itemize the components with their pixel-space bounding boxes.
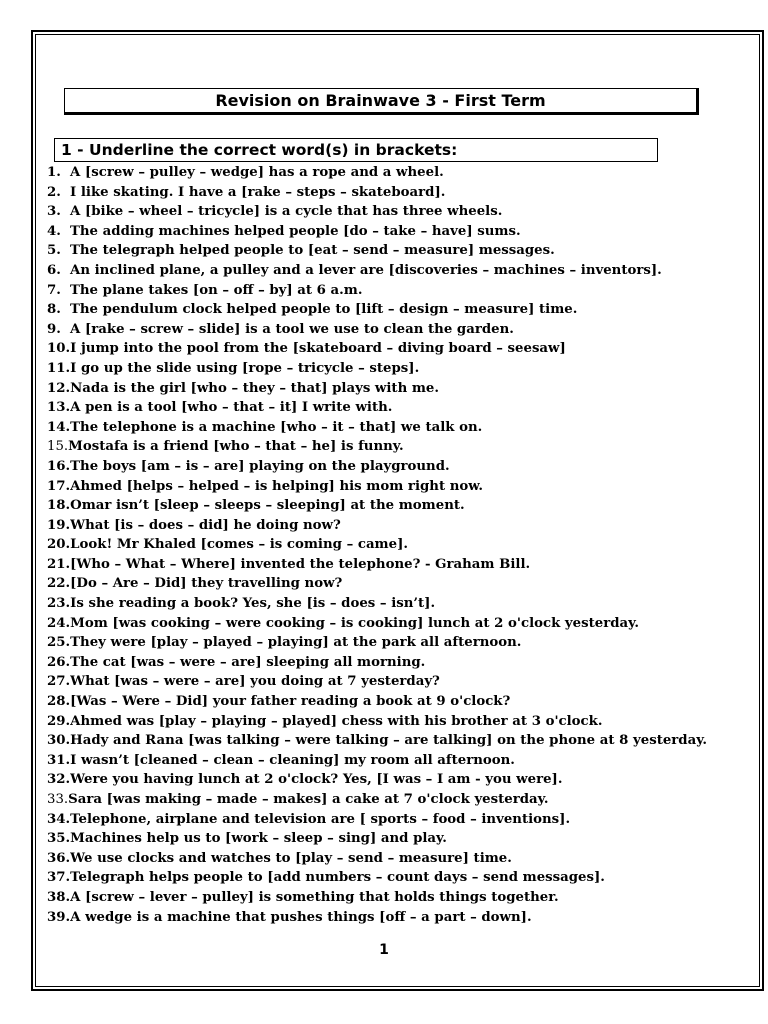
question-item xyxy=(47,457,707,477)
question-item xyxy=(47,163,707,183)
question-number: 20. xyxy=(47,537,71,553)
question-number: 36. xyxy=(47,850,71,866)
question-number: 23. xyxy=(47,596,71,612)
question-text: Mom [was cooking – were cooking – is cooking] lunch at 2 o'clock yesterday. xyxy=(70,615,639,631)
question-item xyxy=(47,241,707,261)
question-text: We use clocks and watches to [play – send – measure] time. xyxy=(70,850,512,866)
question-text: Hady and Rana [was talking – were talking – are talking] on the phone at 8 yesterday. xyxy=(70,733,708,749)
question-text: Nada is the girl [who – they – that] plays with me. xyxy=(70,380,440,396)
question-number: 26. xyxy=(47,654,71,670)
question-number: 7. xyxy=(47,282,61,298)
question-number: 24. xyxy=(47,615,71,631)
question-item xyxy=(47,731,707,751)
question-text: The cat [was – were – are] sleeping all morning. xyxy=(70,654,426,670)
question-item xyxy=(47,359,707,379)
question-text: A [bike – wheel – tricycle] is a cycle that has three wheels. xyxy=(70,204,503,220)
question-item xyxy=(47,261,707,281)
question-number: 34. xyxy=(47,811,71,827)
question-text: A [rake – screw – slide] is a tool we use to clean the garden. xyxy=(70,321,514,337)
question-number: 30. xyxy=(47,733,71,749)
question-item xyxy=(47,574,707,594)
question-item xyxy=(47,555,707,575)
question-item xyxy=(47,477,707,497)
question-text: A [screw – pulley – wedge] has a rope and a wheel. xyxy=(70,165,444,180)
question-number: 3. xyxy=(47,204,61,220)
question-text: Omar isn’t [sleep – sleeps – sleeping] at the moment. xyxy=(70,498,465,514)
question-text: A pen is a tool [who – that – it] I write with. xyxy=(70,400,393,416)
question-item xyxy=(47,829,707,849)
question-number: 6. xyxy=(47,262,61,278)
question-number: 38. xyxy=(47,889,71,905)
question-item xyxy=(47,751,707,771)
page-number: 1 xyxy=(379,942,389,958)
question-text: An inclined plane, a pulley and a lever are [discoveries – machines – inventors]. xyxy=(70,262,662,278)
question-text: Sara [was making – made – makes] a cake at 7 o'clock yesterday. xyxy=(68,792,549,807)
question-text: They were [play – played – playing] at the park all afternoon. xyxy=(70,635,522,651)
question-item xyxy=(47,908,707,928)
question-item xyxy=(47,712,707,732)
question-number: 13. xyxy=(47,400,71,416)
question-item xyxy=(47,594,707,614)
question-number: 10. xyxy=(47,341,71,357)
question-text: The adding machines helped people [do – take – have] sums. xyxy=(70,223,521,239)
question-number: 18. xyxy=(47,498,71,514)
question-number: 1. xyxy=(47,165,61,180)
question-item xyxy=(47,868,707,888)
question-item xyxy=(47,379,707,399)
question-number: 33. xyxy=(47,792,69,807)
question-text: A wedge is a machine that pushes things [off – a part – down]. xyxy=(70,909,532,925)
question-item xyxy=(47,222,707,242)
question-item xyxy=(47,810,707,830)
question-text: [Was – Were – Did] your father reading a book at 9 o'clock? xyxy=(70,694,511,710)
question-text: Is she reading a book? Yes, she [is – does – isn’t]. xyxy=(70,596,436,612)
question-number: 35. xyxy=(47,831,71,847)
section-heading: 1 - Underline the correct word(s) in brackets: xyxy=(54,138,658,162)
question-number: 8. xyxy=(47,302,61,318)
question-number: 12. xyxy=(47,380,71,396)
question-item xyxy=(47,888,707,908)
question-text: Telephone, airplane and television are [ sports – food – inventions]. xyxy=(70,811,571,827)
question-text: The pendulum clock helped people to [lift – design – measure] time. xyxy=(70,302,578,318)
question-item xyxy=(47,849,707,869)
question-item xyxy=(47,202,707,222)
question-number: 37. xyxy=(47,870,71,886)
question-text: Ahmed [helps – helped – is helping] his mom right now. xyxy=(70,478,483,494)
question-number: 4. xyxy=(47,223,61,239)
question-item xyxy=(47,535,707,555)
question-text: The telephone is a machine [who – it – that] we talk on. xyxy=(70,419,483,435)
question-number: 9. xyxy=(47,321,61,337)
question-item xyxy=(47,300,707,320)
question-item xyxy=(47,320,707,340)
question-text: The plane takes [on – off – by] at 6 a.m. xyxy=(70,282,363,298)
question-item xyxy=(47,281,707,301)
question-item xyxy=(47,614,707,634)
question-text: What [is – does – did] he doing now? xyxy=(70,517,341,533)
question-text: Look! Mr Khaled [comes – is coming – came]. xyxy=(70,537,409,553)
question-number: 29. xyxy=(47,713,71,729)
question-item xyxy=(47,692,707,712)
question-item xyxy=(47,790,707,810)
question-item xyxy=(47,770,707,790)
question-number: 39. xyxy=(47,909,71,925)
question-number: 17. xyxy=(47,478,71,494)
question-text: [Who – What – Where] invented the telephone? - Graham Bill. xyxy=(70,556,531,572)
question-number: 14. xyxy=(47,419,71,435)
question-number: 21. xyxy=(47,556,71,572)
question-text: Telegraph helps people to [add numbers – count days – send messages]. xyxy=(70,870,605,886)
question-number: 5. xyxy=(47,243,61,259)
question-text: Machines help us to [work – sleep – sing] and play. xyxy=(70,831,447,847)
question-text: Ahmed was [play – playing – played] chess with his brother at 3 o'clock. xyxy=(70,713,603,729)
question-number: 15. xyxy=(47,439,69,455)
question-item xyxy=(47,183,707,203)
question-list xyxy=(47,163,707,927)
question-number: 28. xyxy=(47,694,71,710)
question-number: 32. xyxy=(47,772,71,788)
question-item xyxy=(47,398,707,418)
question-number: 27. xyxy=(47,674,71,690)
question-text: I wasn’t [cleaned – clean – cleaning] my room all afternoon. xyxy=(70,752,515,768)
question-item xyxy=(47,633,707,653)
question-number: 2. xyxy=(47,184,61,200)
question-item xyxy=(47,516,707,536)
question-number: 11. xyxy=(47,360,71,376)
question-text: I jump into the pool from the [skateboard – diving board – seesaw] xyxy=(70,341,566,357)
question-text: I like skating. I have a [rake – steps – skateboard]. xyxy=(70,184,446,200)
page-title: Revision on Brainwave 3 - First Term xyxy=(64,88,699,115)
question-item xyxy=(47,496,707,516)
question-item xyxy=(47,339,707,359)
question-text: [Do – Are – Did] they travelling now? xyxy=(70,576,343,592)
question-item xyxy=(47,672,707,692)
question-number: 19. xyxy=(47,517,71,533)
question-text: Were you having lunch at 2 o'clock? Yes, [I was – I am - you were]. xyxy=(70,772,563,788)
question-text: A [screw – lever – pulley] is something that holds things together. xyxy=(70,889,559,905)
question-item xyxy=(47,653,707,673)
question-text: The boys [am – is – are] playing on the playground. xyxy=(70,458,450,474)
question-text: I go up the slide using [rope – tricycle – steps]. xyxy=(70,360,420,376)
question-number: 31. xyxy=(47,752,71,768)
question-number: 22. xyxy=(47,576,71,592)
question-item xyxy=(47,418,707,438)
question-item xyxy=(47,437,707,457)
question-number: 16. xyxy=(47,458,71,474)
question-text: The telegraph helped people to [eat – send – measure] messages. xyxy=(70,243,555,259)
question-number: 25. xyxy=(47,635,71,651)
question-text: What [was – were – are] you doing at 7 yesterday? xyxy=(70,674,440,690)
question-text: Mostafa is a friend [who – that – he] is funny. xyxy=(68,439,404,455)
